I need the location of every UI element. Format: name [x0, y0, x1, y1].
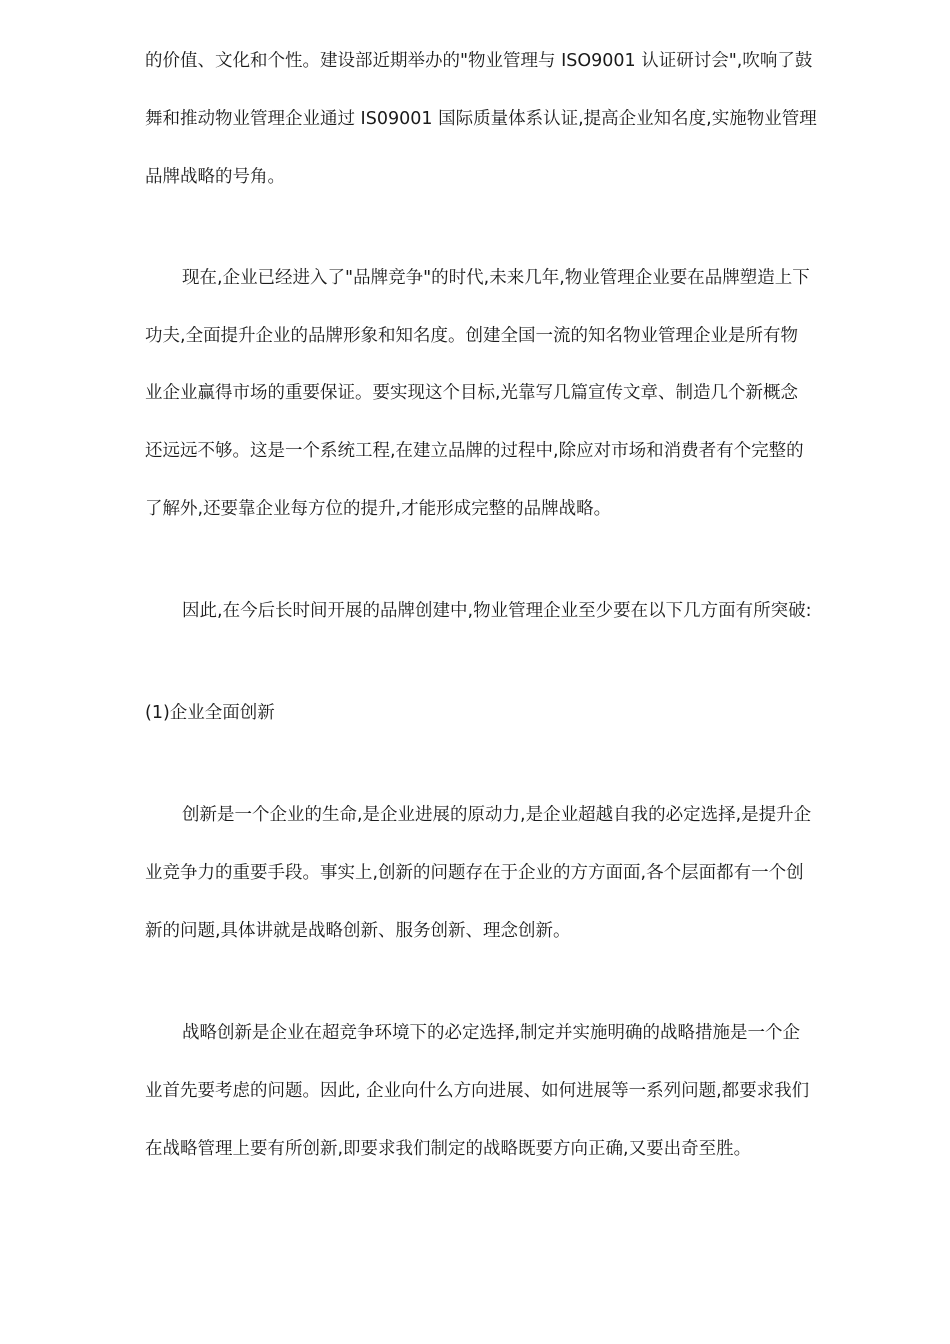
paragraph-1-line-1: 的价值、文化和个性。建设部近期举办的"物业管理与 ISO9001 认证研讨会",吹响了鼓: [145, 51, 813, 71]
paragraph-4-line-2: 业竞争力的重要手段。事实上,创新的问题存在于企业的方方面面,各个层面都有一个创: [145, 863, 804, 883]
section-heading: (1)企业全面创新: [145, 703, 275, 723]
paragraph-2-line-5: 了解外,还要靠企业每方位的提升,才能形成完整的品牌战略。: [145, 499, 612, 519]
paragraph-4-line-3: 新的问题,具体讲就是战略创新、服务创新、理念创新。: [145, 921, 571, 941]
paragraph-2-line-4: 还远远不够。这是一个系统工程,在建立品牌的过程中,除应对市场和消费者有个完整的: [145, 441, 804, 461]
paragraph-2-line-1: 现在,企业已经进入了"品牌竞争"的时代,未来几年,物业管理企业要在品牌塑造上下: [182, 268, 810, 288]
paragraph-3-line-1: 因此,在今后长时间开展的品牌创建中,物业管理企业至少要在以下几方面有所突破:: [182, 601, 812, 621]
paragraph-1-line-2: 舞和推动物业管理企业通过 IS09001 国际质量体系认证,提高企业知名度,实施物业管理: [145, 109, 817, 129]
paragraph-1-line-3: 品牌战略的号角。: [145, 167, 285, 187]
paragraph-5-line-2: 业首先要考虑的问题。因此, 企业向什么方向进展、如何进展等一系列问题,都要求我们: [145, 1081, 810, 1101]
paragraph-2-line-2: 功夫,全面提升企业的品牌形象和知名度。创建全国一流的知名物业管理企业是所有物: [145, 326, 799, 346]
paragraph-5-line-1: 战略创新是企业在超竞争环境下的必定选择,制定并实施明确的战略措施是一个企: [182, 1023, 801, 1043]
paragraph-4-line-1: 创新是一个企业的生命,是企业进展的原动力,是企业超越自我的必定选择,是提升企: [182, 805, 812, 825]
paragraph-2-line-3: 业企业赢得市场的重要保证。要实现这个目标,光靠写几篇宣传文章、制造几个新概念: [145, 383, 799, 403]
paragraph-5-line-3: 在战略管理上要有所创新,即要求我们制定的战略既要方向正确,又要出奇至胜。: [145, 1139, 752, 1159]
